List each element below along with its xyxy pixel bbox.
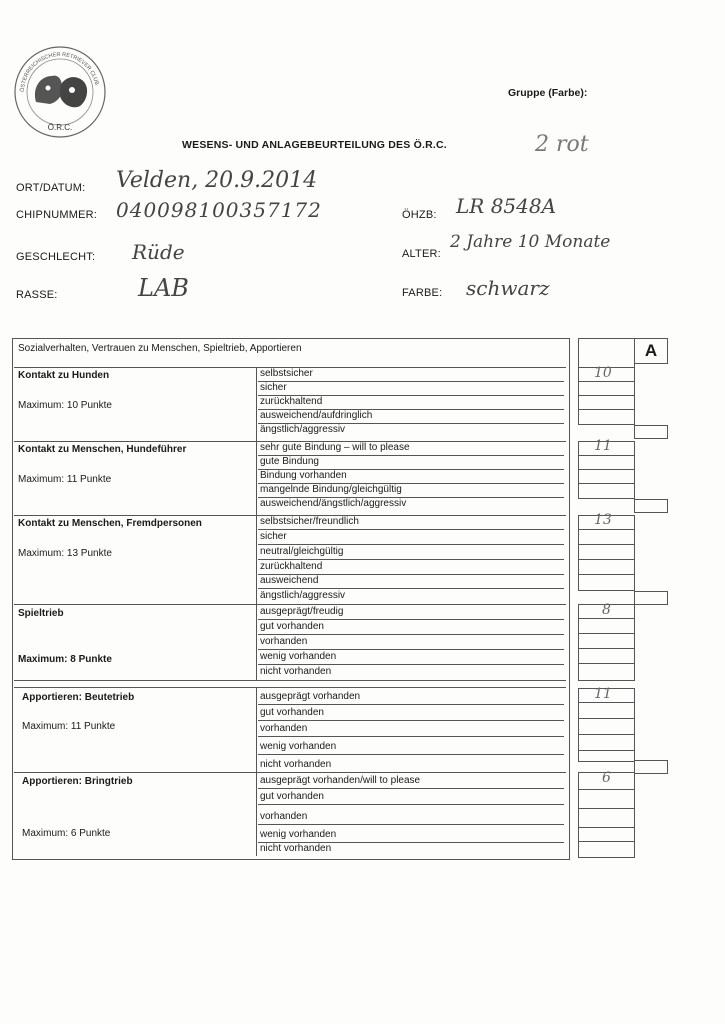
score-value: 11 xyxy=(594,686,612,702)
option-row: mangelnde Bindung/gleichgültig xyxy=(258,483,564,498)
section-kontakt-fremdpersonen xyxy=(14,515,566,605)
group-value: 2 rot xyxy=(535,132,589,157)
table-header xyxy=(14,339,566,368)
option-row: ängstlich/aggressiv xyxy=(260,424,346,435)
option-row: ausgeprägt/freudig xyxy=(258,605,564,620)
option-row: sehr gute Bindung – will to please xyxy=(258,441,564,456)
farbe-label: FARBE: xyxy=(402,287,443,299)
option-row: ängstlich/aggressiv xyxy=(260,590,346,601)
option-row: ausweichend xyxy=(258,574,564,589)
option-row: wenig vorhanden xyxy=(258,740,564,755)
section-bringtrieb xyxy=(14,772,566,856)
section-max: Maximum: 11 Punkte xyxy=(18,474,112,485)
rasse-value: LAB xyxy=(138,274,189,302)
section-label: Kontakt zu Menschen, Fremdpersonen xyxy=(18,518,202,529)
option-row: selbstsicher xyxy=(258,367,564,382)
option-row: gut vorhanden xyxy=(258,790,564,805)
section-max: Maximum: 10 Punkte xyxy=(18,400,112,411)
option-row: wenig vorhanden xyxy=(258,650,564,665)
ohzb-label: ÖHZB: xyxy=(402,209,437,221)
chip-value: 040098100357172 xyxy=(116,198,322,222)
total-box xyxy=(634,499,668,513)
score-value: 6 xyxy=(602,770,611,786)
ohzb-value: LR 8548A xyxy=(456,194,557,218)
rasse-label: RASSE: xyxy=(16,289,58,301)
chip-label: CHIPNUMMER: xyxy=(16,209,98,221)
page-title: WESENS- UND ANLAGEBEURTEILUNG DES Ö.R.C. xyxy=(182,139,447,151)
option-row: nicht vorhanden xyxy=(260,666,332,677)
option-row: sicher xyxy=(258,381,564,396)
farbe-value: schwarz xyxy=(466,276,550,300)
option-row: zurückhaltend xyxy=(258,560,564,575)
alter-label: ALTER: xyxy=(402,248,441,260)
option-row: ausweichend/ängstlich/aggressiv xyxy=(260,498,407,509)
section-max: Maximum: 8 Punkte xyxy=(18,654,112,665)
section-label: Spieltrieb xyxy=(18,608,64,619)
option-row: zurückhaltend xyxy=(258,395,564,410)
option-row: sicher xyxy=(258,530,564,545)
section-label: Apportieren: Beutetrieb xyxy=(22,692,135,703)
section-max: Maximum: 11 Punkte xyxy=(22,721,116,732)
option-row: ausgeprägt vorhanden/will to please xyxy=(258,774,564,789)
orc-logo xyxy=(12,44,108,140)
score-value: 10 xyxy=(594,365,612,381)
geschlecht-value: Rüde xyxy=(132,240,185,264)
option-row: vorhanden xyxy=(258,810,564,825)
score-value: 11 xyxy=(594,438,612,454)
option-row: nicht vorhanden xyxy=(260,759,332,770)
geschlecht-label: GESCHLECHT: xyxy=(16,251,96,263)
total-box xyxy=(634,591,668,605)
option-row: nicht vorhanden xyxy=(260,843,332,854)
section-label: Kontakt zu Hunden xyxy=(18,370,110,381)
option-row: ausweichend/aufdringlich xyxy=(258,409,564,424)
option-row: gut vorhanden xyxy=(258,620,564,635)
ort-value: Velden, 20.9.2014 xyxy=(116,168,318,193)
section-label: Kontakt zu Menschen, Hundeführer xyxy=(18,444,187,455)
option-row: vorhanden xyxy=(258,722,564,737)
option-row: Bindung vorhanden xyxy=(258,469,564,484)
table-header-text: Sozialverhalten, Vertrauen zu Menschen, Spieltrieb, Apportieren xyxy=(18,343,302,354)
section-kontakt-hunden xyxy=(14,367,566,442)
option-row: gut vorhanden xyxy=(258,706,564,721)
score-header-box xyxy=(578,338,635,368)
section-label: Apportieren: Bringtrieb xyxy=(22,776,133,787)
option-row: wenig vorhanden xyxy=(258,828,564,843)
total-box xyxy=(634,425,668,439)
logo-initials: Ö.R.C. xyxy=(47,123,73,132)
option-row: vorhanden xyxy=(258,635,564,650)
option-row: selbstsicher/freundlich xyxy=(258,515,564,530)
alter-value: 2 Jahre 10 Monate xyxy=(450,232,611,252)
option-row: gute Bindung xyxy=(258,455,564,470)
section-max: Maximum: 13 Punkte xyxy=(18,548,112,559)
score-value: 8 xyxy=(602,602,611,618)
total-box xyxy=(634,760,668,774)
section-kontakt-hundefuehrer xyxy=(14,441,566,516)
group-label: Gruppe (Farbe): xyxy=(508,87,588,99)
section-beutetrieb xyxy=(14,688,566,773)
section-max: Maximum: 6 Punkte xyxy=(22,828,111,839)
option-row: neutral/gleichgültig xyxy=(258,545,564,560)
column-letter-box: A xyxy=(634,338,668,364)
section-spieltrieb xyxy=(14,604,566,681)
option-row: ausgeprägt vorhanden xyxy=(258,690,564,705)
score-value: 13 xyxy=(594,512,612,528)
ort-label: ORT/DATUM: xyxy=(16,182,86,194)
logo-ring-text: ÖSTERREICHISCHER RETRIEVER CLUB xyxy=(19,51,100,93)
